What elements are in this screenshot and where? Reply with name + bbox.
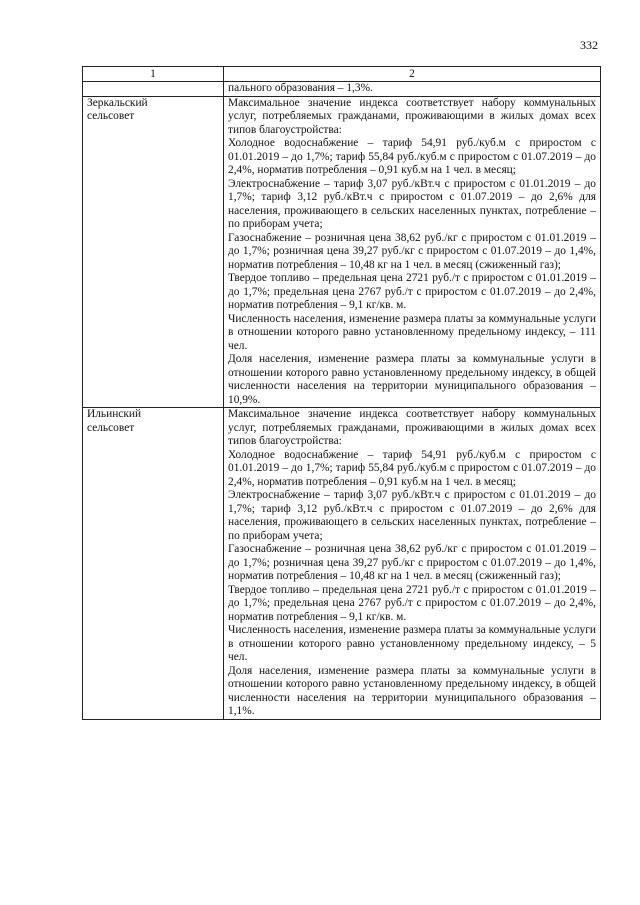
paragraph: Холодное водоснабжение – тариф 54,91 руб./куб.м с приростом с 01.01.2019 – до 1,7%; тариф 55,84 руб./куб.м с приростом с 01.07.2019 – до 2,4%, норматив потребления – 0,91 куб.м на 1 чел. в месяц; — [228, 137, 596, 176]
table-row — [83, 408, 601, 720]
paragraph: Доля населения, изменение размера платы за коммунальные услуги в отношении которого равно установленному предельному индексу, в общей численности населения на территории муниципального образования – 1,1%. — [228, 664, 596, 717]
paragraph: Численность населения, изменение размера платы за коммунальные услуги в отношении которого равно установленному предельному индексу, – 111 чел. — [228, 312, 596, 352]
municipality-name-line: Ильинский — [87, 408, 142, 420]
paragraph: Максимальное значение индекса соответствует набору коммунальных услуг, потребляемых гражданами, проживающими в жилых домах всех типов благоустройства: — [228, 408, 596, 447]
paragraph: Твердое топливо – предельная цена 2721 руб./т с приростом с 01.01.2019 – до 1,7%; предельная цена 2767 руб./т с приростом с 01.07.2019 – до 2,4%, норматив потребления – 9,1 кг/кв. м. — [228, 272, 596, 311]
municipality-name — [83, 408, 224, 720]
page-number: 332 — [580, 38, 598, 52]
paragraph: Численность населения, изменение размера платы за коммунальные услуги в отношении которого равно установленному предельному индексу, – 5 чел. — [228, 624, 596, 663]
column-header-1: 1 — [83, 67, 224, 82]
paragraph: Газоснабжение – розничная цена 38,62 руб./кг с приростом с 01.01.2019 – до 1,7%; розничная цена 39,27 руб./кг с приростом с 01.07.2019 – до 1,4%, норматив потребления – 10,48 кг на 1 чел. в месяц (сжиженный газ); — [228, 543, 596, 582]
municipality-name — [83, 96, 224, 408]
continuation-text: пального образования – 1,3%. — [224, 82, 601, 97]
continuation-name-cell — [83, 82, 224, 97]
tariff-table — [82, 66, 601, 720]
table-header-row — [83, 67, 601, 82]
paragraph: Холодное водоснабжение – тариф 54,91 руб./куб.м с приростом с 01.01.2019 – до 1,7%; тариф 55,84 руб./куб.м с приростом с 01.07.2019 – до 2,4%, норматив потребления – 0,91 куб.м на 1 чел. в месяц; — [228, 448, 596, 488]
municipality-name-line: сельсовет — [87, 421, 135, 434]
paragraph: Твердое топливо – предельная цена 2721 руб./т с приростом с 01.01.2019 – до 1,7%; предельная цена 2767 руб./т с приростом с 01.07.2019 – до 2,4%, норматив потребления – 9,1 кг/кв. м. — [228, 583, 596, 623]
table-row — [83, 96, 601, 408]
continuation-row — [83, 82, 601, 97]
paragraph: Максимальное значение индекса соответствует набору коммунальных услуг, потребляемых гражданами, проживающими в жилых домах всех типов благоустройства: — [228, 96, 596, 136]
municipality-description — [224, 408, 601, 720]
municipality-description — [224, 96, 601, 408]
paragraph: Электроснабжение – тариф 3,07 руб./кВт.ч с приростом с 01.01.2019 – до 1,7%; тариф 3,12 руб./кВт.ч с приростом с 01.07.2019 – до 2,6% для населения, проживающего в сельских населенных пунктах, потребление – по приборам учета; — [228, 177, 596, 230]
municipality-name-line: Зеркальский — [87, 96, 148, 109]
column-header-2: 2 — [224, 67, 601, 82]
paragraph: Электроснабжение – тариф 3,07 руб./кВт.ч с приростом с 01.01.2019 – до 1,7%; тариф 3,12 руб./кВт.ч с приростом с 01.07.2019 – до 2,6% для населения, проживающего в сельских населенных пунктах, потребление – по приборам учета; — [228, 489, 596, 542]
municipality-name-line: сельсовет — [87, 110, 135, 122]
paragraph: Доля населения, изменение размера платы за коммунальные услуги в отношении которого равно установленному предельному индексу, в общей численности населения на территории муниципального образования – 10,9%. — [228, 353, 596, 406]
paragraph: Газоснабжение – розничная цена 38,62 руб./кг с приростом с 01.01.2019 – до 1,7%; розничная цена 39,27 руб./кг с приростом с 01.07.2019 – до 1,4%, норматив потребления – 10,48 кг на 1 чел. в месяц (сжиженный газ); — [228, 231, 596, 271]
